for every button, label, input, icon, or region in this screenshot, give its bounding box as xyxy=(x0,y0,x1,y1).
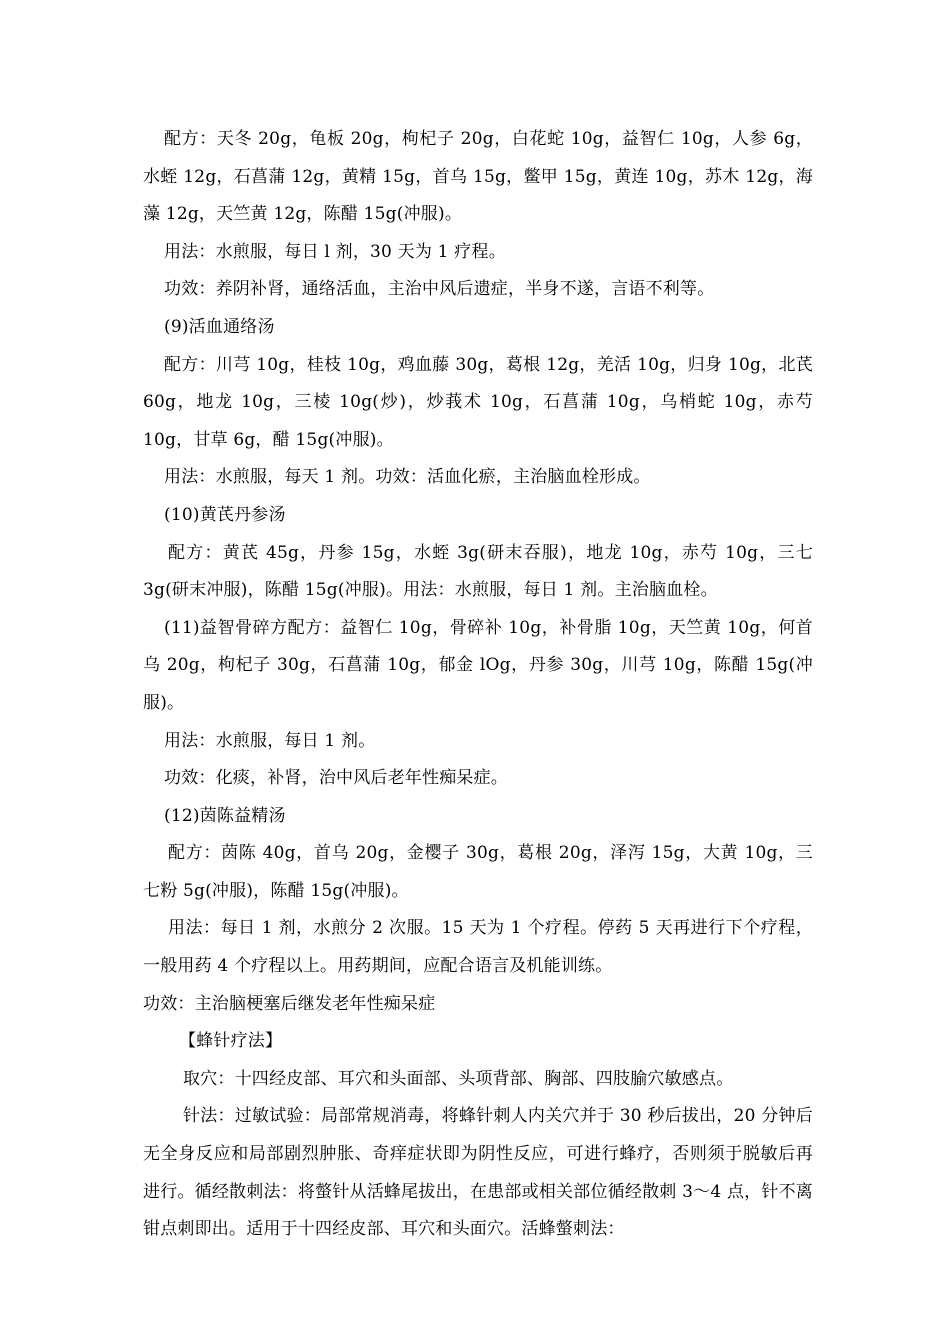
effect-paragraph: 功效：养阴补肾，通络活血，主治中风后遗症，半身不遂，言语不利等。 xyxy=(164,279,715,300)
recipe-heading-12: (12)茵陈益精汤 xyxy=(164,805,286,826)
usage-paragraph: 用法：水煎服，每日 l 剂，30 天为 1 疗程。 xyxy=(164,241,506,262)
formula-paragraph-10: 配方：黄芪 45g，丹参 15g，水蛭 3g(研末吞服)，地龙 10g，赤芍 10g，三七 3g(研末冲服)，陈醋 15g(冲服)。用法：水煎服，每日 1 剂。主治脑血栓。 xyxy=(143,542,813,601)
section-heading-bee-sting-therapy: 【蜂针疗法】 xyxy=(179,1031,283,1052)
effect-paragraph-11: 功效：化痰，补肾，治中风后老年性痴呆症。 xyxy=(164,768,508,789)
formula-paragraph-12: 配方：茵陈 40g，首乌 20g，金樱子 30g，葛根 20g，泽泻 15g，大黄 10g，三七粉 5g(冲服)，陈醋 15g(冲服)。 xyxy=(143,843,813,901)
usage-effect-paragraph-9: 用法：水煎服，每天 1 剂。功效：活血化瘀，主治脑血栓形成。 xyxy=(164,467,651,488)
usage-paragraph-11: 用法：水煎服，每日 1 剂。 xyxy=(164,730,376,751)
document-page xyxy=(143,121,813,1249)
needling-method-paragraph: 针法：过敏试验：局部常规消毒，将蜂针刺人内关穴并于 30 秒后拔出，20 分钟后无全身反应和局部剧烈肿胀、奇痒症状即为阴性反应，可进行蜂疗，否则须于脱敏后再进行。循经散刺法：将螫针从活蜂尾拔出，在患部或相关部位循经散刺 3～4 点，针不离钳点刺即出。适用于十四经皮部、耳穴和头面穴。活蜂螫刺法： xyxy=(143,1106,813,1240)
effect-paragraph-12: 功效：主治脑梗塞后继发老年性痴呆症 xyxy=(143,993,436,1014)
acupoint-paragraph: 取穴：十四经皮部、耳穴和头面部、头项背部、胸部、四肢腧穴敏感点。 xyxy=(183,1068,734,1089)
formula-paragraph: 配方：天冬 20g，龟板 20g，枸杞子 20g，白花蛇 10g，益智仁 10g，人参 6g，水蛭 12g，石菖蒲 12g，黄精 15g，首乌 15g，鳖甲 15g，黄连 10g，苏木 12g，海藻 12g，天竺黄 12g，陈醋 15g(冲服)。 xyxy=(143,129,813,225)
recipe-heading-10: (10)黄芪丹参汤 xyxy=(164,504,286,525)
usage-paragraph-12: 用法：每日 1 剂，水煎分 2 次服。15 天为 1 个疗程。停药 5 天再进行下个疗程，一般用药 4 个疗程以上。用药期间，应配合语言及机能训练。 xyxy=(143,918,813,977)
recipe-formula-11: (11)益智骨碎方配方：益智仁 10g，骨碎补 10g，补骨脂 10g，天竺黄 10g，何首乌 20g，枸杞子 30g，石菖蒲 10g，郁金 lOg，丹参 30g，川芎 10g，陈醋 15g(冲服)。 xyxy=(143,617,813,713)
formula-paragraph-9: 配方：川芎 10g，桂枝 10g，鸡血藤 30g，葛根 12g，羌活 10g，归身 10g，北芪 60g，地龙 10g，三棱 10g(炒)，炒莪术 10g，石菖蒲 10g，乌梢蛇 10g，赤芍 10g，甘草 6g，醋 15g(冲服)。 xyxy=(143,354,813,450)
recipe-heading-9: (9)活血通络汤 xyxy=(164,316,275,337)
